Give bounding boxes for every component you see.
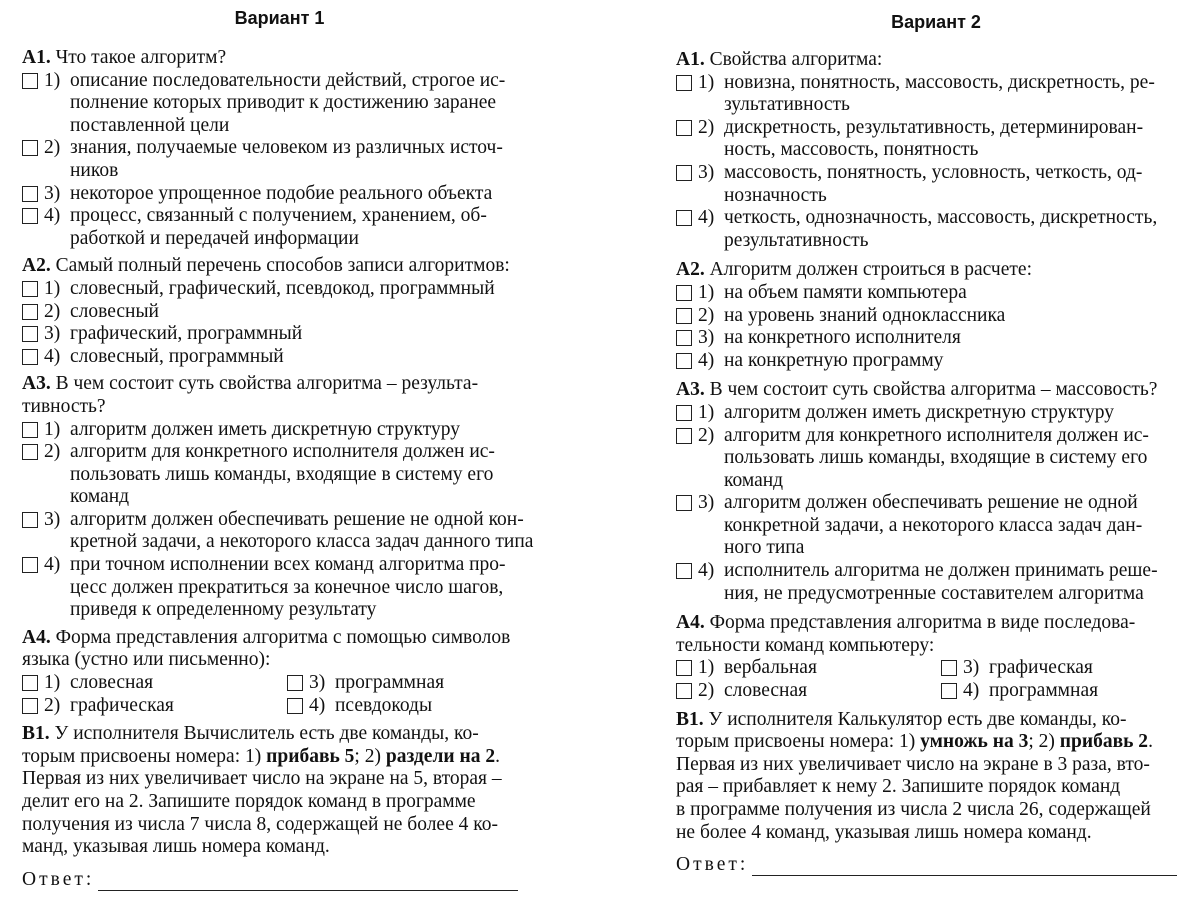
option-text-line: ность, массовость, понятность	[724, 139, 979, 161]
option-number: 3)	[963, 657, 980, 679]
checkbox[interactable]	[22, 675, 38, 691]
checkbox[interactable]	[22, 512, 38, 528]
checkbox[interactable]	[676, 120, 692, 136]
bold-text: В1.	[22, 723, 50, 745]
option-text-line: пользовать лишь команды, входящие в систему его	[70, 463, 494, 485]
checkbox[interactable]	[676, 428, 692, 444]
option-text-line: на конкретного исполнителя	[724, 327, 961, 349]
bold-text: умножь на 3	[920, 731, 1029, 753]
question-text-line	[22, 396, 537, 419]
question-text-line	[676, 379, 1186, 402]
b1-text-line	[22, 791, 537, 814]
option-text	[989, 657, 1181, 680]
answer-input-line[interactable]	[752, 859, 1177, 876]
option-text	[70, 346, 537, 369]
text: У исполнителя Калькулятор есть две команды, ко-	[703, 708, 1127, 730]
answer-option[interactable]	[22, 441, 537, 509]
question-number: А1.	[22, 47, 51, 68]
b1-text-line	[676, 731, 1186, 754]
checkbox[interactable]	[287, 698, 303, 714]
question-text: Что такое алгоритм?	[55, 47, 227, 68]
checkbox[interactable]	[676, 210, 692, 226]
checkbox[interactable]	[676, 75, 692, 91]
answer-option[interactable]	[22, 695, 287, 718]
option-number: 3)	[44, 182, 61, 204]
option-text-line: команд	[70, 486, 130, 508]
answer-option[interactable]	[22, 183, 537, 206]
option-text-line: ников	[70, 159, 119, 181]
option-text	[70, 441, 537, 509]
question-number: А3.	[22, 373, 51, 395]
option-text	[335, 672, 527, 695]
option-text-line: программная	[989, 680, 1099, 702]
answer-option[interactable]	[22, 278, 537, 301]
answer-option[interactable]	[287, 672, 527, 695]
option-number: 4)	[44, 554, 61, 576]
option-text-line: графический, программный	[70, 323, 303, 345]
checkbox[interactable]	[941, 683, 957, 699]
checkbox[interactable]	[287, 675, 303, 691]
question-text: тивность?	[22, 395, 106, 417]
question-text: В чем состоит суть свойства алгоритма – массовость?	[709, 379, 1158, 401]
question-text-line	[22, 649, 537, 672]
answer-option[interactable]	[676, 425, 1186, 493]
option-text	[724, 492, 1186, 560]
answer-input-line[interactable]	[98, 874, 518, 891]
answer-option[interactable]	[22, 323, 537, 346]
text: рая – прибавляет к нему 2. Запишите порядок команд	[676, 776, 1121, 798]
checkbox[interactable]	[676, 495, 692, 511]
checkbox[interactable]	[22, 304, 38, 320]
answer-label: Ответ:	[22, 868, 95, 890]
option-text-line: на объем памяти компьютера	[724, 281, 967, 303]
question-а2	[22, 255, 537, 368]
checkbox[interactable]	[22, 557, 38, 573]
option-number: 4)	[698, 349, 715, 371]
option-text	[724, 72, 1186, 117]
option-text-line: алгоритм должен обеспечивать решение не одной	[724, 492, 1138, 514]
question-number: А3.	[676, 379, 705, 401]
option-number: 4)	[44, 345, 61, 367]
option-text-line: на конкретную программу	[724, 349, 944, 371]
question-b1	[22, 723, 537, 859]
answer-option[interactable]	[22, 509, 537, 554]
option-number: 1)	[698, 281, 715, 303]
b1-text-line	[676, 709, 1186, 732]
text: Первая из них увеличивает число на экране в 3 раза, вто-	[676, 753, 1150, 775]
question-а3	[676, 379, 1186, 605]
text: получения из числа 7 числа 8, содержащей не более 4 ко-	[22, 813, 498, 835]
question-number: А2.	[676, 259, 705, 281]
checkbox[interactable]	[676, 285, 692, 301]
option-text-line: новизна, понятность, массовость, дискретность, ре-	[724, 71, 1155, 93]
question-а2	[676, 259, 1186, 372]
checkbox[interactable]	[676, 330, 692, 346]
checkbox[interactable]	[676, 165, 692, 181]
answer-option[interactable]	[676, 117, 1186, 162]
question-а1	[676, 49, 1186, 252]
answer-option[interactable]	[941, 657, 1181, 680]
question-text: Форма представления алгоритма с помощью символов	[55, 626, 511, 648]
option-text-line: словесный	[70, 300, 159, 322]
option-text	[70, 672, 287, 695]
option-text-line: графическая	[989, 657, 1093, 679]
answer-options	[22, 419, 537, 622]
option-number: 2)	[44, 137, 61, 159]
option-text-line: работкой и передачей информации	[70, 227, 359, 249]
option-text-line: алгоритм должен иметь дискретную структуру	[70, 418, 460, 440]
option-text	[724, 657, 941, 680]
answer-option[interactable]	[287, 695, 527, 718]
option-number: 2)	[698, 424, 715, 446]
option-text-line: команд	[724, 469, 784, 491]
answer-option[interactable]	[22, 301, 537, 324]
option-text	[989, 680, 1181, 703]
text: торым присвоены номера: 1)	[22, 745, 267, 767]
option-text-line: полнение которых приводит к достижению заранее	[70, 92, 497, 114]
option-text	[724, 305, 1186, 328]
answer-option[interactable]	[22, 554, 537, 622]
option-text-line: некоторое упрощенное подобие реального объекта	[70, 182, 493, 204]
option-text-line: цесс должен прекратиться за конечное число шагов,	[70, 576, 504, 598]
b1-text-line	[676, 799, 1186, 822]
answer-option[interactable]	[676, 282, 1186, 305]
checkbox[interactable]	[22, 444, 38, 460]
option-text	[70, 205, 537, 250]
option-text-line: ния, не предусмотренные составителем алгоритма	[724, 582, 1144, 604]
option-text-line: пользовать лишь команды, входящие в систему его	[724, 447, 1148, 469]
variant-2-column	[676, 0, 1186, 876]
option-text	[724, 162, 1186, 207]
option-text	[70, 554, 537, 622]
option-number: 3)	[44, 323, 61, 345]
option-number: 2)	[44, 300, 61, 322]
option-text	[70, 419, 537, 442]
option-text	[70, 509, 537, 554]
option-text	[724, 680, 941, 703]
option-text-line: на уровень знаний одноклассника	[724, 304, 1006, 326]
option-number: 1)	[44, 277, 61, 299]
text: торым присвоены номера: 1)	[676, 731, 921, 753]
option-number: 1)	[698, 71, 715, 93]
text: ; 2)	[354, 745, 386, 767]
answer-option[interactable]	[22, 70, 537, 138]
text: не более 4 команд, указывая лишь номера команд.	[676, 821, 1092, 843]
checkbox[interactable]	[676, 405, 692, 421]
option-text	[70, 301, 537, 324]
b1-text-line	[22, 746, 537, 769]
option-text	[70, 70, 537, 138]
option-text	[70, 695, 287, 718]
answer-options	[676, 282, 1186, 372]
b1-text-line	[22, 768, 537, 791]
option-text	[724, 425, 1186, 493]
answer-options	[22, 70, 537, 251]
checkbox[interactable]	[22, 349, 38, 365]
question-text-line	[676, 612, 1186, 635]
answer-options	[676, 72, 1186, 253]
option-text-line: ного типа	[724, 537, 805, 559]
bold-text: В1.	[676, 708, 704, 730]
question-number: А1.	[676, 49, 705, 70]
checkbox[interactable]	[22, 326, 38, 342]
option-text	[724, 207, 1186, 252]
answer-option[interactable]	[676, 560, 1186, 605]
option-number: 1)	[698, 401, 715, 423]
option-number: 4)	[963, 680, 980, 702]
option-text	[724, 350, 1186, 373]
answer-row	[676, 854, 1186, 876]
option-text-line: нозначность	[724, 184, 827, 206]
b1-text-line	[22, 836, 537, 859]
option-text	[70, 323, 537, 346]
checkbox[interactable]	[676, 563, 692, 579]
option-number: 1)	[44, 672, 61, 694]
option-number: 4)	[698, 560, 715, 582]
text: ; 2)	[1028, 731, 1060, 753]
variant-title: Вариант 2	[891, 12, 981, 32]
option-text	[724, 402, 1186, 425]
checkbox[interactable]	[22, 208, 38, 224]
option-text-line: словесный, графический, псевдокод, программный	[70, 277, 495, 299]
option-text	[70, 137, 537, 182]
option-text-line: кретной задачи, а некоторого класса задач данного типа	[70, 531, 534, 553]
option-text-line: при точном исполнении всех команд алгоритма про-	[70, 554, 506, 576]
checkbox[interactable]	[22, 422, 38, 438]
answer-option[interactable]	[676, 162, 1186, 207]
text: манд, указывая лишь номера команд.	[22, 836, 330, 858]
checkbox[interactable]	[941, 660, 957, 676]
question-text: Алгоритм должен строиться в расчете:	[709, 259, 1032, 281]
answer-option[interactable]	[941, 680, 1181, 703]
question-number: А4.	[22, 626, 51, 648]
option-text-line: алгоритм для конкретного исполнителя должен ис-	[70, 441, 495, 463]
answer-option[interactable]	[676, 350, 1186, 373]
option-text-line: описание последовательности действий, строгое ис-	[70, 69, 506, 91]
answer-option[interactable]	[22, 137, 537, 182]
answer-option[interactable]	[22, 346, 537, 369]
variant-title: Вариант 1	[234, 8, 325, 28]
option-text-line: вербальная	[724, 657, 817, 679]
option-text-line: дискретность, результативность, детерминирован-	[724, 116, 1144, 138]
option-text-line: зультативность	[724, 94, 850, 116]
question-а1	[22, 47, 537, 250]
b1-text-line	[22, 723, 537, 746]
answer-option[interactable]	[676, 327, 1186, 350]
b1-text-line	[676, 822, 1186, 845]
answer-option[interactable]	[676, 207, 1186, 252]
option-text-line: процесс, связанный с получением, хранением, об-	[70, 205, 487, 227]
option-number: 3)	[309, 672, 326, 694]
option-text-line: приведя к определенному результату	[70, 599, 377, 621]
answer-option[interactable]	[22, 672, 287, 695]
b1-text-line	[22, 814, 537, 837]
checkbox[interactable]	[676, 308, 692, 324]
option-text-line: алгоритм должен иметь дискретную структуру	[724, 401, 1114, 423]
bold-text: прибавь 2	[1059, 731, 1149, 753]
option-text-line: псевдокоды	[335, 694, 433, 716]
option-text	[724, 117, 1186, 162]
question-а3	[22, 373, 537, 622]
text: в программе получения из числа 2 числа 26, содержащей	[676, 799, 1151, 820]
option-text-line: словесная	[70, 672, 154, 694]
option-text	[724, 560, 1186, 605]
answer-options	[22, 278, 537, 368]
option-text-line: словесная	[724, 680, 808, 702]
checkbox[interactable]	[22, 698, 38, 714]
option-text-line: поставленной цели	[70, 114, 230, 136]
option-text-line: конкретной задачи, а некоторого класса задач дан-	[724, 514, 1143, 536]
option-text	[70, 278, 537, 301]
question-text: тельности команд компьютеру:	[676, 634, 935, 656]
b1-text-line	[676, 754, 1186, 777]
option-text-line: четкость, однозначность, массовость, дискретность,	[724, 207, 1158, 229]
question-text-line	[22, 373, 537, 396]
question-а4	[676, 612, 1186, 702]
question-number: А2.	[22, 255, 51, 277]
option-text	[335, 695, 527, 718]
option-text-line: графическая	[70, 694, 174, 716]
question-text-line	[22, 255, 537, 278]
option-text-line: алгоритм для конкретного исполнителя должен ис-	[724, 424, 1149, 446]
answer-options	[676, 402, 1186, 605]
checkbox[interactable]	[22, 281, 38, 297]
option-number: 1)	[698, 657, 715, 679]
question-number: А4.	[676, 612, 705, 634]
option-text-line: знания, получаемые человеком из различных источ-	[70, 137, 503, 159]
option-text	[70, 183, 537, 206]
answer-options	[676, 657, 1186, 702]
question-b1	[676, 709, 1186, 845]
checkbox[interactable]	[22, 73, 38, 89]
option-number: 1)	[44, 418, 61, 440]
answer-option[interactable]	[676, 492, 1186, 560]
text: делит его на 2. Запишите порядок команд в программе	[22, 791, 476, 812]
answer-label: Ответ:	[676, 854, 749, 876]
text: .	[1148, 731, 1153, 753]
option-text	[724, 327, 1186, 350]
answer-option[interactable]	[22, 419, 537, 442]
option-number: 2)	[44, 694, 61, 716]
question-text: Самый полный перечень способов записи алгоритмов:	[55, 255, 510, 277]
variant-1-column	[22, 0, 537, 891]
question-text-line	[676, 259, 1186, 282]
question-text: В чем состоит суть свойства алгоритма – результа-	[55, 373, 479, 395]
option-text-line: массовость, понятность, условность, четкость, од-	[724, 161, 1143, 183]
checkbox[interactable]	[676, 353, 692, 369]
question-text: Форма представления алгоритма в виде последова-	[709, 612, 1136, 634]
option-text	[724, 282, 1186, 305]
question-text: Свойства алгоритма:	[709, 49, 883, 70]
option-number: 2)	[698, 680, 715, 702]
option-number: 1)	[44, 69, 61, 91]
option-text-line: результативность	[724, 229, 869, 251]
option-text-line: словесный, программный	[70, 345, 284, 367]
answer-options	[22, 672, 537, 717]
checkbox[interactable]	[22, 186, 38, 202]
answer-option[interactable]	[676, 680, 941, 703]
option-text-line: программная	[335, 672, 445, 694]
answer-option[interactable]	[22, 205, 537, 250]
option-number: 3)	[698, 327, 715, 349]
option-number: 3)	[44, 508, 61, 530]
option-number: 3)	[698, 492, 715, 514]
answer-option[interactable]	[676, 72, 1186, 117]
b1-text-line	[676, 776, 1186, 799]
question-text: языка (устно или письменно):	[22, 649, 271, 671]
question-text-line	[676, 635, 1186, 658]
question-text-line	[22, 627, 537, 650]
text: Первая из них увеличивает число на экране на 5, вторая –	[22, 768, 502, 790]
question-text-line	[22, 47, 537, 70]
checkbox[interactable]	[676, 683, 692, 699]
option-number: 3)	[698, 161, 715, 183]
answer-option[interactable]	[676, 402, 1186, 425]
option-number: 4)	[698, 207, 715, 229]
bold-text: прибавь 5	[266, 745, 355, 767]
option-text-line: алгоритм должен обеспечивать решение не одной кон-	[70, 508, 524, 530]
option-number: 4)	[44, 205, 61, 227]
option-number: 2)	[44, 441, 61, 463]
answer-option[interactable]	[676, 305, 1186, 328]
bold-text: раздели на 2	[385, 745, 496, 767]
answer-option[interactable]	[676, 657, 941, 680]
question-text-line	[676, 49, 1186, 72]
text: .	[495, 745, 500, 767]
option-text-line: исполнитель алгоритма не должен принимать реше-	[724, 560, 1158, 582]
question-а4	[22, 627, 537, 717]
answer-row	[22, 869, 537, 891]
checkbox[interactable]	[676, 660, 692, 676]
option-number: 2)	[698, 304, 715, 326]
option-number: 2)	[698, 116, 715, 138]
text: У исполнителя Вычислитель есть две команды, ко-	[49, 723, 479, 745]
checkbox[interactable]	[22, 140, 38, 156]
option-number: 4)	[309, 694, 326, 716]
